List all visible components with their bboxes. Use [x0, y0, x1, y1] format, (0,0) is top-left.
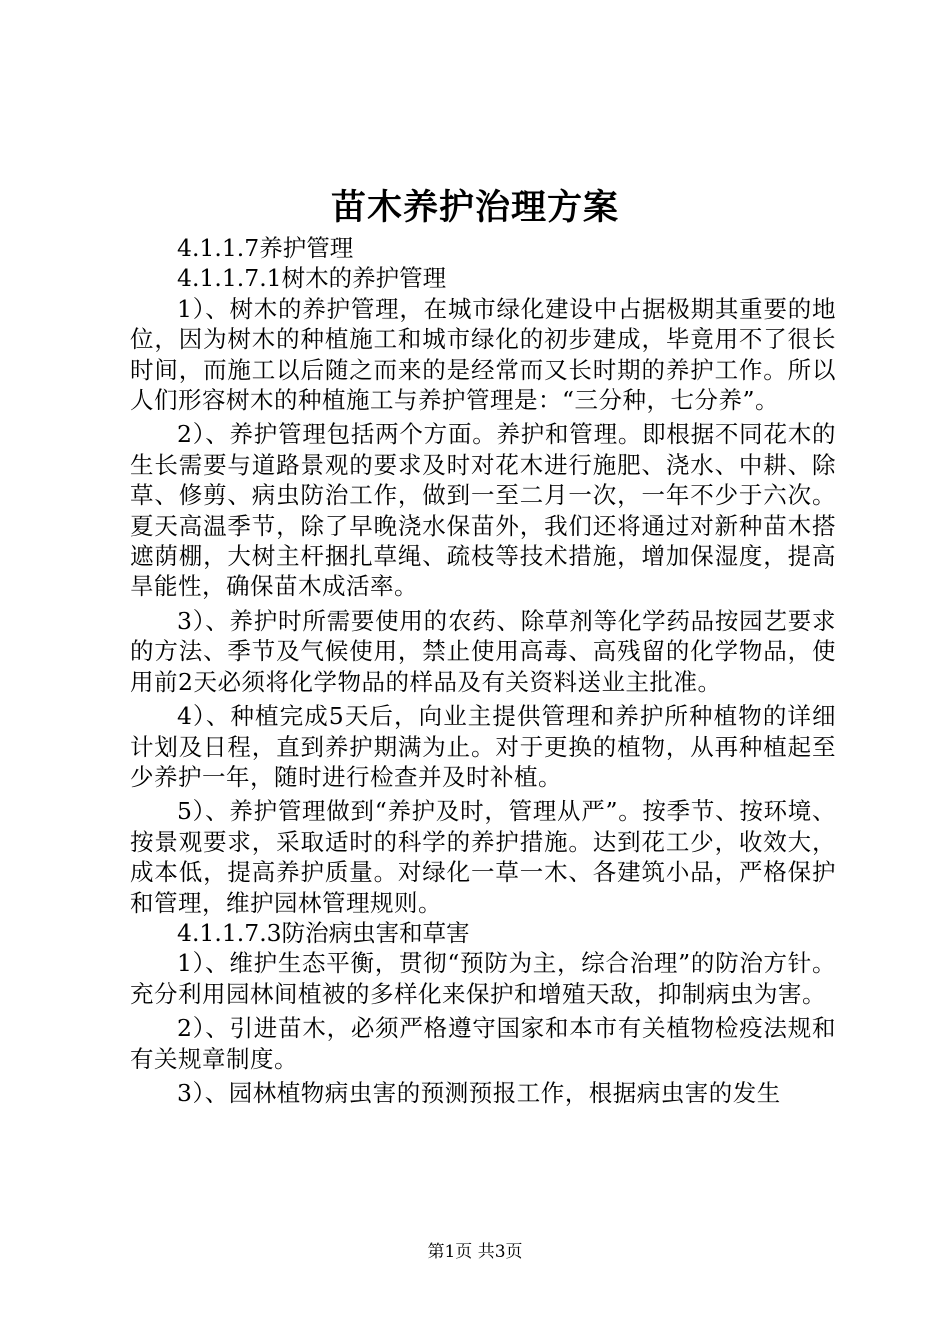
subsection-heading: 4.1.1.7.1树木的养护管理 [177, 264, 447, 293]
section-heading: 4.1.1.7养护管理 [177, 234, 354, 262]
paragraph: 2）、养护管理包括两个方面。养护和管理。即根据不同花木的生长需要与道路景观的要求及时对花木进行施肥、浇水、中耕、除草、修剪、病虫防治工作，做到一至二月一次，一年不少于六次。夏天高温季节，除了早晚浇水保苗外，我们还将通过对新种苗木搭遮荫棚，大树主杆捆扎草绳、疏枝等技术措施，增加保湿度，提高旱能性，确保苗木成活率。 [130, 420, 836, 601]
paragraph: 3）、园林植物病虫害的预测预报工作，根据病虫害的发生 [177, 1078, 781, 1107]
paragraph: 4）、种植完成5天后，向业主提供管理和养护所种植物的详细计划及日程，直到养护期满为止。对于更换的植物，从再种植起至少养护一年，随时进行检查并及时补植。 [130, 702, 836, 791]
document-body [130, 233, 836, 1108]
paragraph: 2）、引进苗木，必须严格遵守国家和本市有关植物检疫法规和有关规章制度。 [130, 1014, 836, 1073]
paragraph: 5）、养护管理做到“养护及时，管理从严”。按季节、按环境、按景观要求，采取适时的科学的养护措施。达到花工少，收效大，成本低，提高养护质量。对绿化一草一木、各建筑小品，严格保护和管理，维护园林管理规则。 [130, 797, 836, 917]
page-footer: 第1页 共3页 [427, 1242, 523, 1262]
document-title: 苗木养护治理方案 [330, 187, 619, 228]
paragraph: 1）、树木的养护管理，在城市绿化建设中占据极期其重要的地位，因为树木的种植施工和城市绿化的初步建成，毕竟用不了很长时间，而施工以后随之而来的是经常而又长时期的养护工作。所以人们形容树木的种植施工与养护管理是：“三分种，七分养”。 [130, 294, 836, 415]
paragraph: 1）、维护生态平衡，贯彻“预防为主，综合治理”的防治方针。充分利用园林间植被的多样化来保护和增殖天敌，抑制病虫为害。 [130, 949, 836, 1008]
subsection-heading: 4.1.1.7.3防治病虫害和草害 [177, 918, 470, 947]
paragraph: 3）、养护时所需要使用的农药、除草剂等化学药品按园艺要求的方法、季节及气候使用，禁止使用高毒、高残留的化学物品，使用前2天必须将化学物品的样品及有关资料送业主批准。 [130, 606, 836, 696]
